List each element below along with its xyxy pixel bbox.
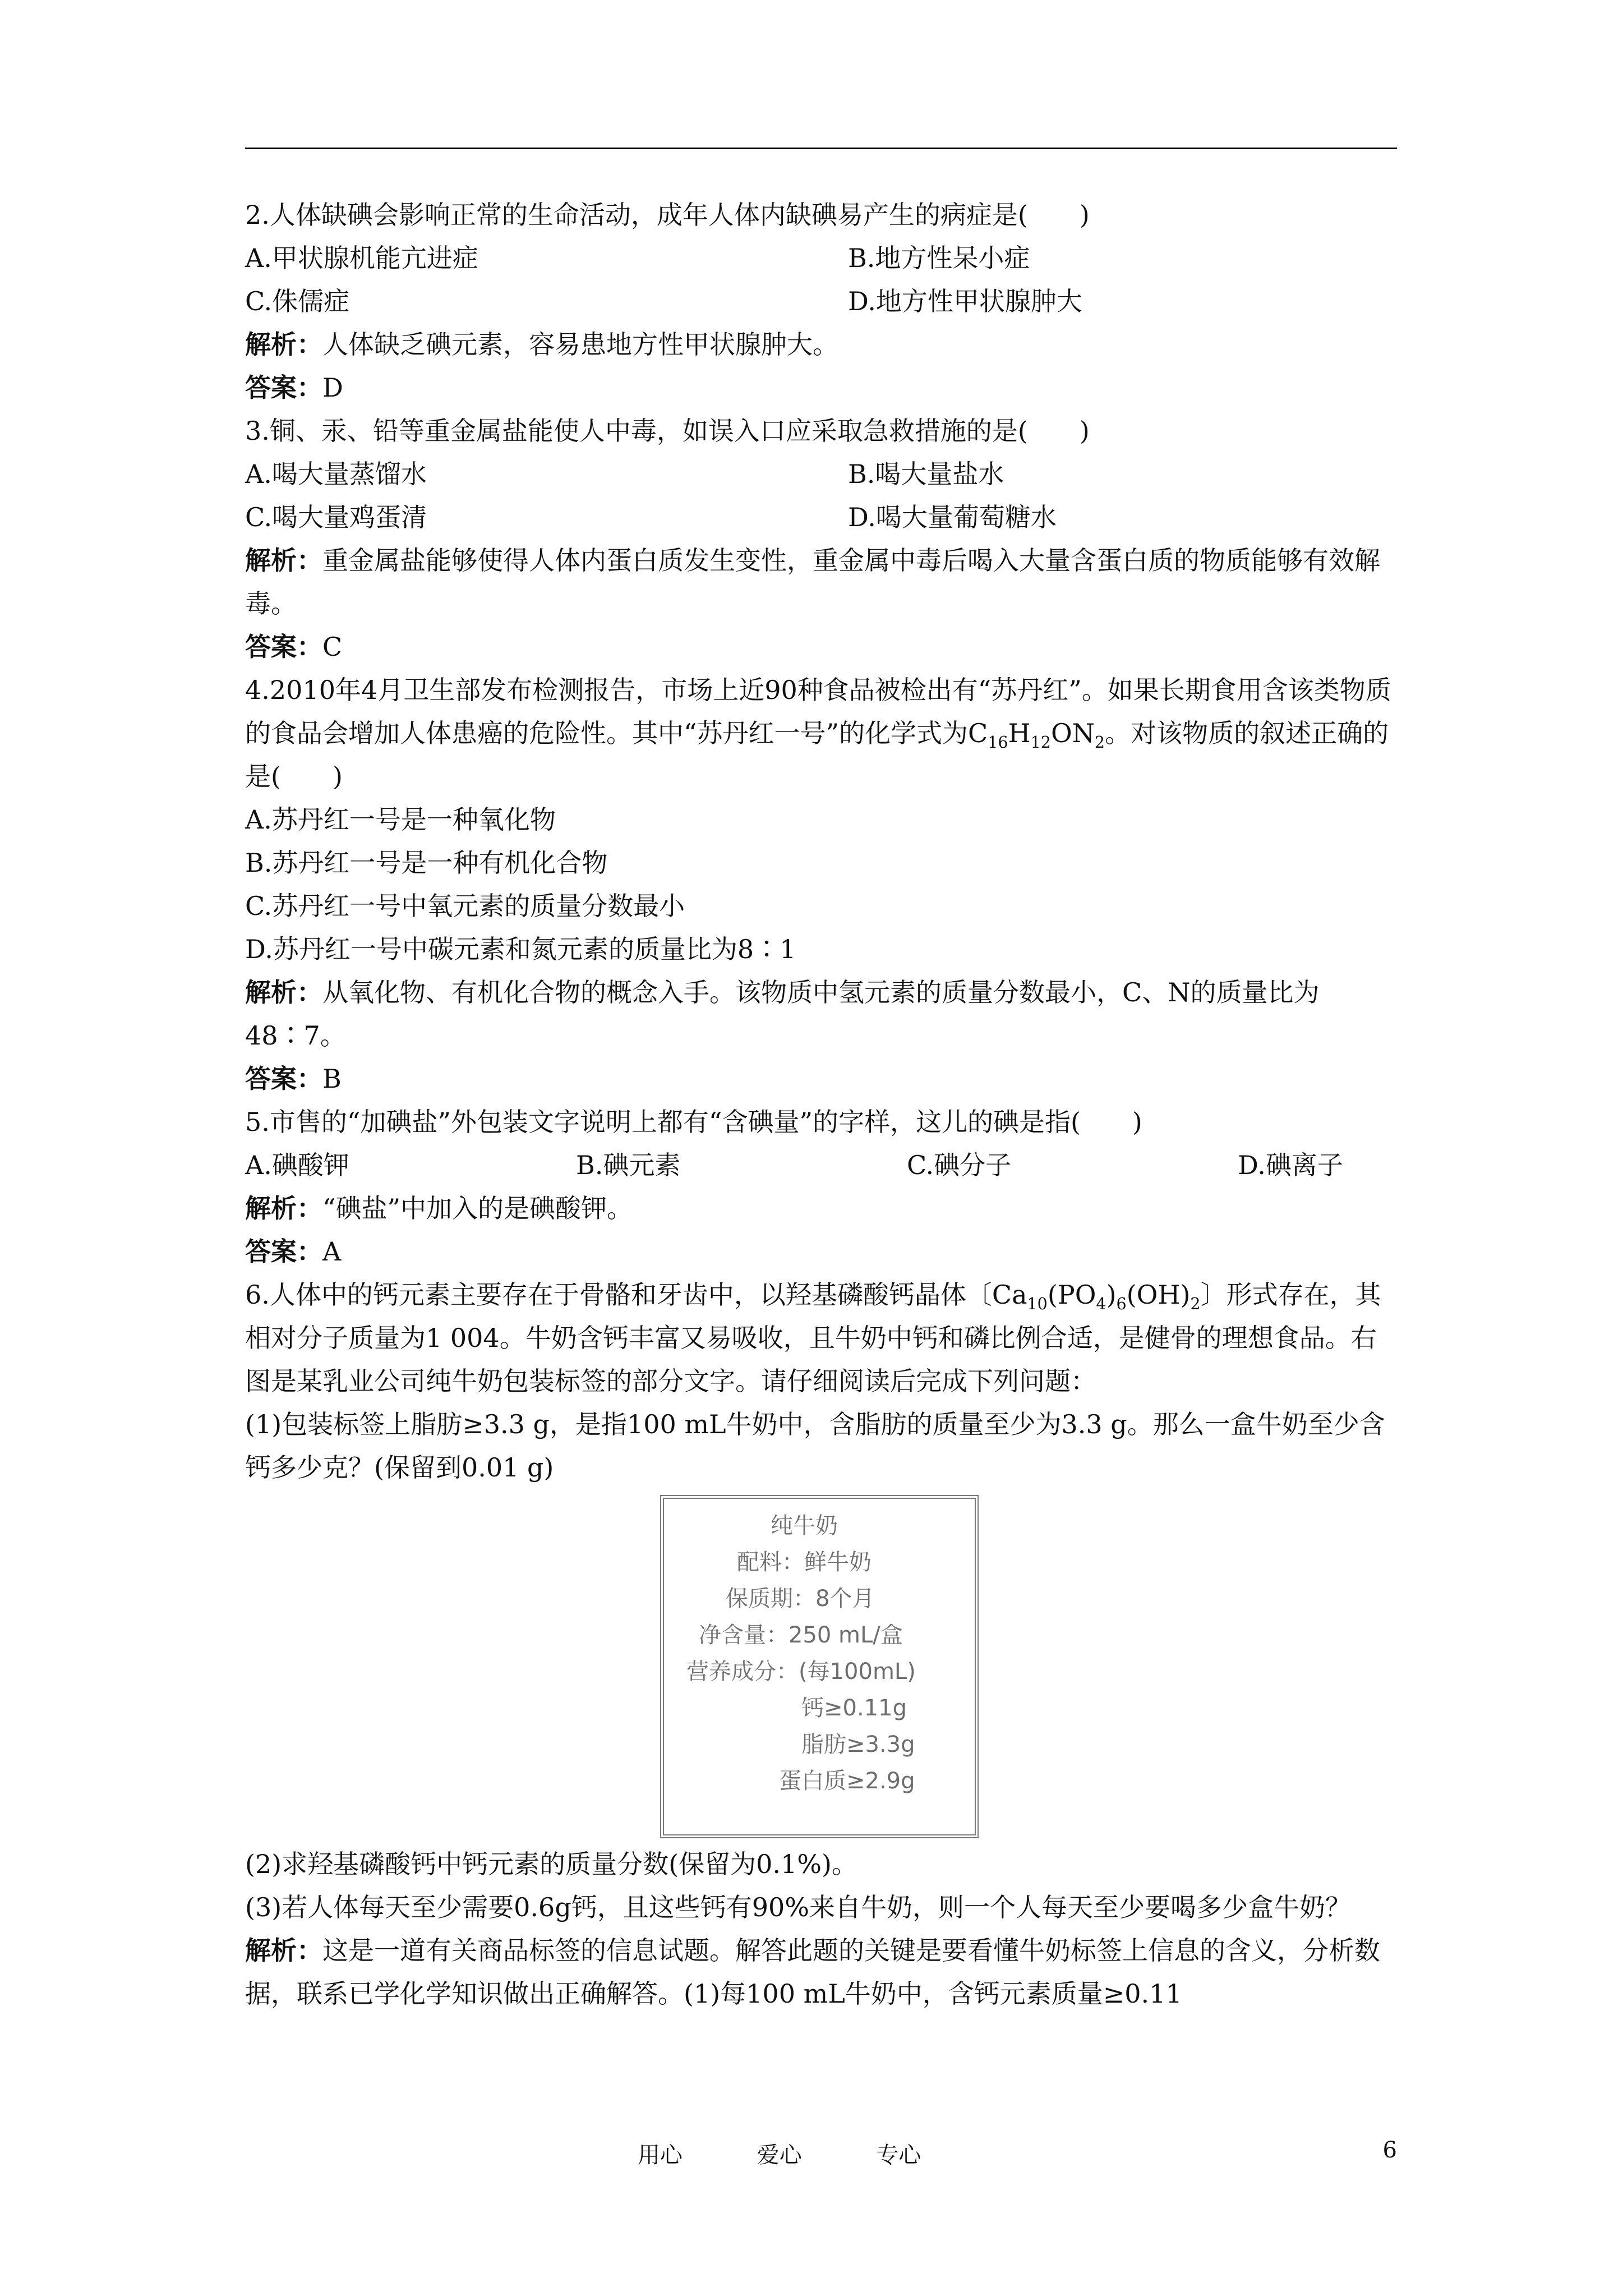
- q4-stem-part-2: 。对该物质的叙述正确的是( ): [245, 718, 1389, 792]
- document-body: [245, 194, 1397, 2016]
- q3-analysis: [245, 539, 1397, 625]
- q4-answer-label: 答案：: [245, 1064, 322, 1094]
- q2-option-c: C.侏儒症: [245, 286, 350, 316]
- q2-options-row-1: [245, 237, 1397, 280]
- q6-formula-oh: (OH): [1126, 1280, 1191, 1310]
- q4-formula-c-count: 16: [988, 733, 1008, 752]
- q6-formula-oh-count: 2: [1190, 1295, 1201, 1314]
- milk-label-shelf-life: 保质期：8个月: [726, 1586, 875, 1612]
- q6-formula-paren: ): [1106, 1280, 1117, 1310]
- q2-analysis-text: 人体缺乏碘元素，容易患地方性甲状腺肿大。: [322, 329, 838, 360]
- q3-answer: [245, 625, 1397, 669]
- q3-option-b: B.喝大量盐水: [848, 459, 1004, 489]
- q6-formula-o-count: 4: [1096, 1295, 1106, 1314]
- milk-label-protein: 蛋白质≥2.9g: [779, 1768, 915, 1794]
- q5-option-c: C.碘分子: [907, 1150, 1012, 1180]
- q3-analysis-label: 解析：: [245, 545, 322, 576]
- q5-analysis-text: “碘盐”中加入的是碘酸钾。: [322, 1193, 633, 1223]
- q6-analysis: [245, 1929, 1397, 2016]
- q5-analysis-label: 解析：: [245, 1193, 322, 1223]
- q4-stem-part-1: 4.2010年4月卫生部发布检测报告，市场上近90种食品被检出有“苏丹红”。如果长期食用含该类物质的食品会增加人体患癌的危险性。其中“苏丹红一号”的化学式为C: [245, 675, 1391, 748]
- milk-label-box: [660, 1495, 979, 1838]
- q2-answer-value: D: [322, 372, 343, 403]
- q4-option-d: D.苏丹红一号中碳元素和氮元素的质量比为8∶1: [245, 934, 796, 964]
- q2-option-d: D.地方性甲状腺肿大: [848, 286, 1082, 316]
- q5-answer-label: 答案：: [245, 1236, 322, 1267]
- page-number: 6: [1382, 2137, 1397, 2163]
- q2-analysis: [245, 323, 1397, 366]
- footer-word-2: 爱心: [757, 2142, 802, 2168]
- q2-option-a: A.甲状腺机能亢进症: [245, 243, 478, 273]
- q6-analysis-text: 这是一道有关商品标签的信息试题。解答此题的关键是要看懂牛奶标签上信息的含义，分析数据，联系已学化学知识做出正确解答。(1)每100 mL牛奶中，含钙元素质量≥0.11: [245, 1935, 1380, 2009]
- q4-option-b: B.苏丹红一号是一种有机化合物: [245, 848, 608, 878]
- q4-formula-h-count: 12: [1030, 733, 1051, 752]
- q6-subquestion-3: (3)若人体每天至少需要0.6g钙，且这些钙有90%来自牛奶，则一个人每天至少要喝多少盒牛奶？: [245, 1892, 1352, 1922]
- q3-answer-label: 答案：: [245, 632, 322, 662]
- q3-option-c: C.喝大量鸡蛋清: [245, 502, 427, 532]
- q4-formula-h: H: [1008, 718, 1031, 748]
- q5-option-a: A.碘酸钾: [245, 1150, 349, 1180]
- q6-formula-po: (PO: [1047, 1280, 1096, 1310]
- milk-label-ingredients: 配料：鲜牛奶: [737, 1549, 872, 1575]
- q2-answer: [245, 366, 1397, 409]
- q4-option-a: A.苏丹红一号是一种氧化物: [245, 804, 556, 835]
- q5-answer: [245, 1230, 1397, 1273]
- q6-subquestion-2: (2)求羟基磷酸钙中钙元素的质量分数(保留为0.1%)。: [245, 1849, 857, 1879]
- q5-analysis: [245, 1187, 1397, 1230]
- q2-stem: 2.人体缺碘会影响正常的生命活动，成年人体内缺碘易产生的病症是( ): [245, 200, 1090, 230]
- q6-formula-ca-count: 10: [1027, 1295, 1048, 1314]
- q2-option-b: B.地方性呆小症: [848, 243, 1030, 273]
- q5-option-d: D.碘离子: [1238, 1150, 1343, 1180]
- q5-options-row: [245, 1144, 1397, 1187]
- q4-option-c: C.苏丹红一号中氧元素的质量分数最小: [245, 891, 685, 921]
- q3-option-d: D.喝大量葡萄糖水: [848, 502, 1057, 532]
- q6-stem: [245, 1273, 1397, 1403]
- q6-analysis-label: 解析：: [245, 1935, 322, 1966]
- q4-formula-n-count: 2: [1094, 733, 1105, 752]
- q5-answer-value: A: [322, 1236, 342, 1267]
- footer-word-1: 用心: [638, 2142, 683, 2168]
- q3-options-row-1: [245, 453, 1397, 496]
- q3-analysis-text: 重金属盐能够使得人体内蛋白质发生变性，重金属中毒后喝入大量含蛋白质的物质能够有效解毒。: [245, 545, 1380, 619]
- q5-stem: 5.市售的“加碘盐”外包装文字说明上都有“含碘量”的字样，这儿的碘是指( ): [245, 1107, 1142, 1137]
- q6-stem-part-2: 〕形式存在，其相对分子质量为1 004。牛奶含钙丰富又易吸收，且牛奶中钙和磷比例合适，是健骨的理想食品。右图是某乳业公司纯牛奶包装标签的部分文字。请仔细阅读后完成下列问题：: [245, 1280, 1381, 1396]
- q3-options-row-2: [245, 496, 1397, 539]
- q3-option-a: A.喝大量蒸馏水: [245, 459, 427, 489]
- q4-analysis: [245, 971, 1397, 1057]
- q2-answer-label: 答案：: [245, 372, 322, 403]
- q2-analysis-label: 解析：: [245, 329, 322, 360]
- footer-word-3: 专心: [876, 2142, 921, 2168]
- q3-answer-value: C: [322, 632, 343, 662]
- milk-label-net-content: 净含量：250 mL/盒: [699, 1622, 903, 1648]
- q4-answer-value: B: [322, 1064, 342, 1094]
- q4-analysis-text: 从氧化物、有机化合物的概念入手。该物质中氢元素的质量分数最小，C、N的质量比为48∶7。: [245, 977, 1320, 1051]
- q4-formula-on: ON: [1050, 718, 1095, 748]
- q4-analysis-label: 解析：: [245, 977, 322, 1007]
- q2-options-row-2: [245, 280, 1397, 323]
- milk-label-title: 纯牛奶: [771, 1513, 838, 1539]
- milk-label-calcium: 钙≥0.11g: [801, 1695, 907, 1721]
- q6-formula-po4-count: 6: [1116, 1295, 1127, 1314]
- page-footer: [245, 2137, 1397, 2171]
- milk-label-figure: [245, 1489, 1397, 1843]
- milk-label-fat: 脂肪≥3.3g: [801, 1732, 915, 1757]
- q4-stem: [245, 669, 1397, 798]
- q6-stem-part-1: 6.人体中的钙元素主要存在于骨骼和牙齿中，以羟基磷酸钙晶体〔Ca: [245, 1280, 1027, 1310]
- q3-stem: 3.铜、汞、铅等重金属盐能使人中毒，如误入口应采取急救措施的是( ): [245, 416, 1090, 446]
- milk-label-nutrition: 营养成分：(每100mL): [686, 1659, 916, 1685]
- q6-subquestion-1: (1)包装标签上脂肪≥3.3 g，是指100 mL牛奶中，含脂肪的质量至少为3.3 g。那么一盒牛奶至少含钙多少克？(保留到0.01 g): [245, 1409, 1385, 1483]
- header-rule: [245, 148, 1397, 149]
- q5-option-b: B.碘元素: [576, 1150, 681, 1180]
- footer-motto: [638, 2137, 988, 2169]
- q4-answer: [245, 1057, 1397, 1101]
